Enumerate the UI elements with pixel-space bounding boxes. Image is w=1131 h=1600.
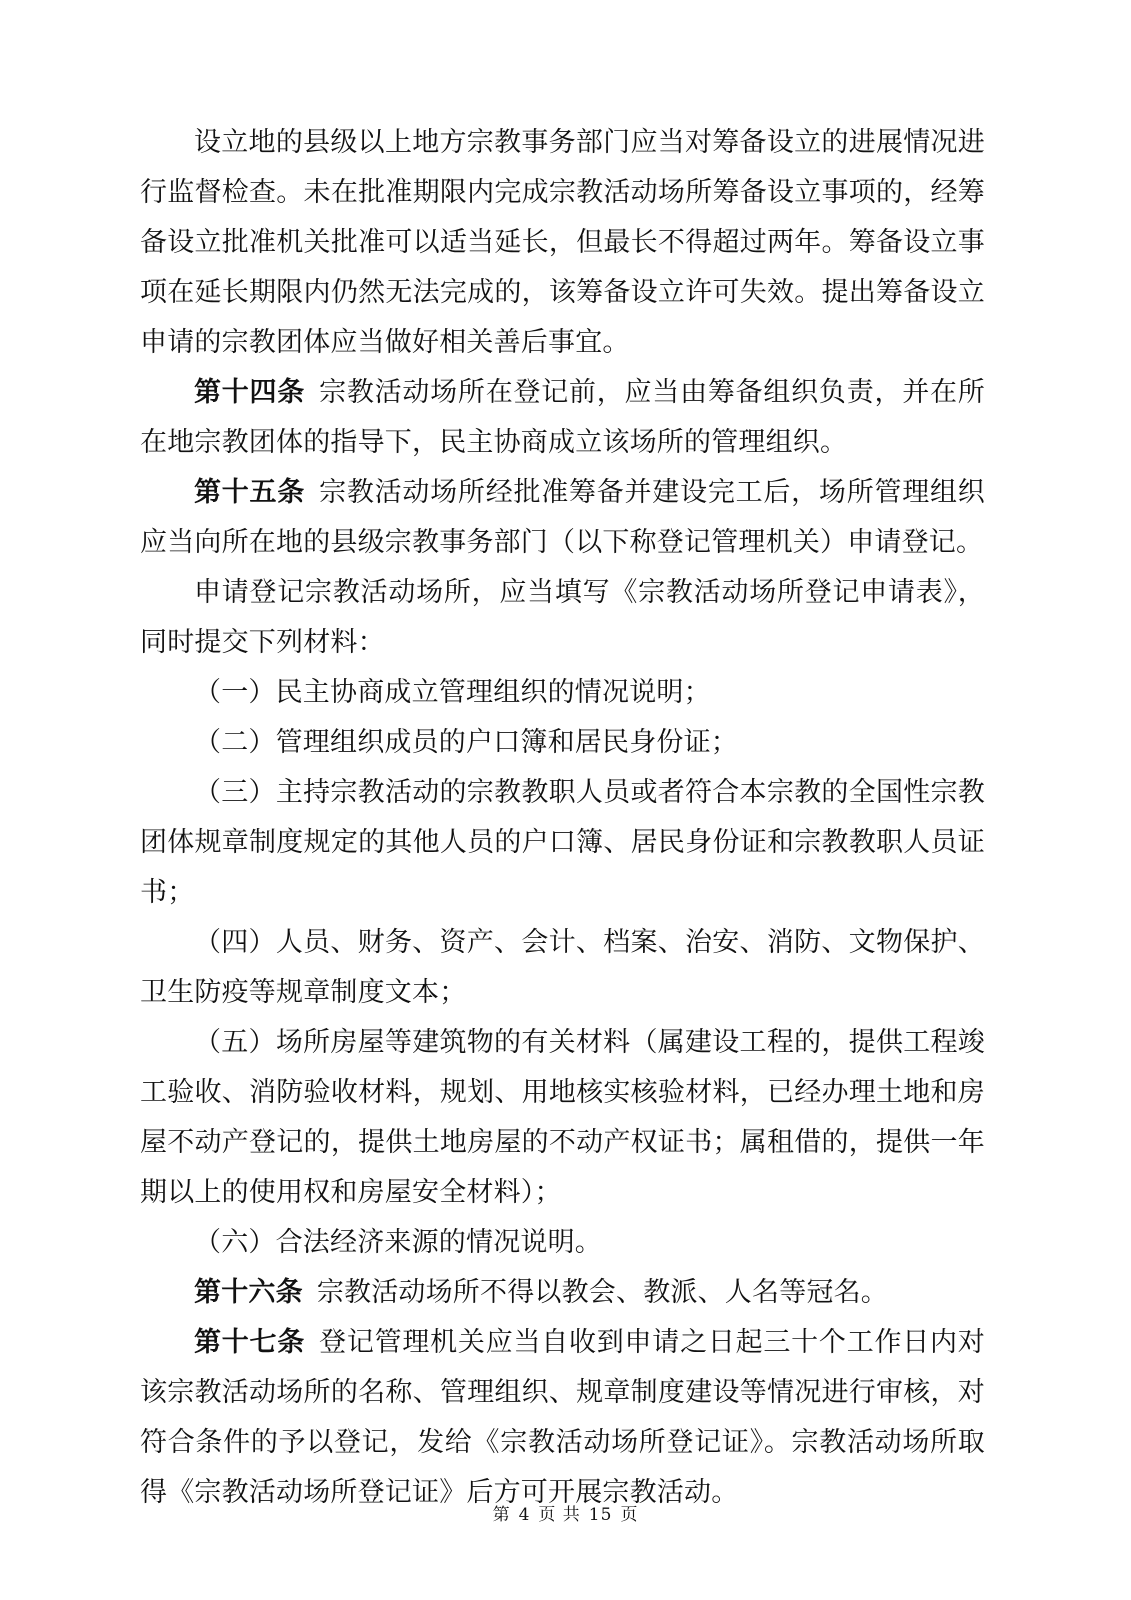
- article-15-text: 宗教活动场所经批准筹备并建设完工后，场所管理组织应当向所在地的县级宗教事务部门（以下称登记管理机关）申请登记。: [140, 477, 985, 558]
- list-item-6: （六）合法经济来源的情况说明。: [194, 1227, 602, 1258]
- paragraph-application-materials: 申请登记宗教活动场所，应当填写《宗教活动场所登记申请表》，同时提交下列材料：: [140, 577, 985, 658]
- list-item-4: （四）人员、财务、资产、会计、档案、治安、消防、文物保护、卫生防疫等规章制度文本；: [140, 927, 985, 1008]
- article-14-number: 第十四条: [194, 377, 306, 408]
- article-17-number: 第十七条: [194, 1327, 306, 1358]
- list-item-3: （三）主持宗教活动的宗教教职人员或者符合本宗教的全国性宗教团体规章制度规定的其他人员的户口簿、居民身份证和宗教教职人员证书；: [140, 777, 985, 908]
- list-item-5: （五）场所房屋等建筑物的有关材料（属建设工程的，提供工程竣工验收、消防验收材料，规划、用地核实核验材料，已经办理土地和房屋不动产登记的，提供土地房屋的不动产权证书；属租借的，提供一年期以上的使用权和房屋安全材料）；: [140, 1027, 985, 1208]
- article-17: [140, 1318, 985, 1518]
- list-item-2: （二）管理组织成员的户口簿和居民身份证；: [194, 727, 738, 758]
- article-16: [140, 1268, 985, 1318]
- article-15-number: 第十五条: [194, 477, 306, 508]
- footer-prefix: 第: [492, 1505, 511, 1525]
- article-17-text: 登记管理机关应当自收到申请之日起三十个工作日内对该宗教活动场所的名称、管理组织、规章制度建设等情况进行审核，对符合条件的予以登记，发给《宗教活动场所登记证》。宗教活动场所取得《宗教活动场所登记证》后方可开展宗教活动。: [140, 1327, 985, 1508]
- footer-middle: 页 共: [538, 1505, 581, 1525]
- list-item-1: （一）民主协商成立管理组织的情况说明；: [194, 677, 711, 708]
- article-14: [140, 368, 985, 468]
- article-15: [140, 468, 985, 568]
- article-16-text: 宗教活动场所不得以教会、教派、人名等冠名。: [316, 1277, 889, 1308]
- footer-suffix: 页: [620, 1505, 639, 1525]
- page-footer: [0, 1500, 1131, 1525]
- footer-total-pages: 15: [588, 1505, 613, 1525]
- article-14-text: 宗教活动场所在登记前，应当由筹备组织负责，并在所在地宗教团体的指导下，民主协商成立该场所的管理组织。: [140, 377, 985, 458]
- paragraph-preparation-supervision: 设立地的县级以上地方宗教事务部门应当对筹备设立的进展情况进行监督检查。未在批准期限内完成宗教活动场所筹备设立事项的，经筹备设立批准机关批准可以适当延长，但最长不得超过两年。筹备设立事项在延长期限内仍然无法完成的，该筹备设立许可失效。提出筹备设立申请的宗教团体应当做好相关善后事宜。: [140, 127, 985, 358]
- document-body: [140, 118, 985, 1518]
- footer-current-page: 4: [518, 1505, 531, 1525]
- article-16-number: 第十六条: [194, 1277, 303, 1308]
